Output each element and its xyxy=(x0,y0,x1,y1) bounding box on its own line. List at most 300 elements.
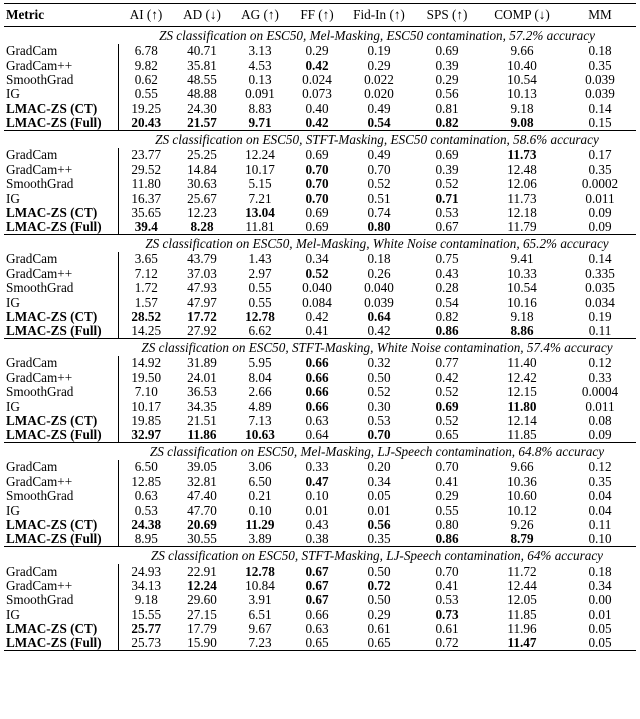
cell-ff: 0.65 xyxy=(290,636,344,651)
cell-mm: 0.05 xyxy=(588,621,612,637)
table-row xyxy=(4,564,636,578)
cell-ag: 7.13 xyxy=(248,413,272,428)
cell-ag: 3.13 xyxy=(248,44,272,59)
method-name: GradCam++ xyxy=(4,163,118,177)
cell-ad: 25.67 xyxy=(187,191,217,206)
cell-sps: 0.82 xyxy=(435,309,459,324)
cell-sps: 0.61 xyxy=(435,621,459,637)
table-row xyxy=(4,532,636,547)
cell-ff: 0.67 xyxy=(305,593,329,608)
cell-ai: 7.10 xyxy=(134,385,158,400)
cell-mm: 0.11 xyxy=(588,324,612,339)
cell-sps: 0.69 xyxy=(435,399,459,414)
cell-comp: 12.15 xyxy=(507,385,537,400)
table-row xyxy=(4,414,636,428)
cell-ag: 3.91 xyxy=(248,593,272,608)
method-name: LMAC-ZS (Full) xyxy=(4,428,118,443)
cell-fid-in: 0.50 xyxy=(367,564,391,579)
header-ag: AG (↑) xyxy=(230,4,290,27)
cell-ai: 6.50 xyxy=(134,460,158,475)
table-row xyxy=(4,622,636,636)
cell-ag: 2.66 xyxy=(248,385,272,400)
section-caption: ZS classification on ESC50, STFT-Masking, LJ-Speech contamination, 64% accuracy xyxy=(4,547,636,565)
cell-ff: 0.42 xyxy=(305,58,329,73)
cell-mm: 0.0004 xyxy=(581,385,619,400)
table-row xyxy=(4,148,636,162)
cell-fid-in: 0.20 xyxy=(367,460,391,475)
section-caption-row xyxy=(4,339,636,357)
cell-fid-in: 0.80 xyxy=(367,220,391,235)
cell-ad: 47.40 xyxy=(187,489,217,504)
table-row xyxy=(4,593,636,607)
table-row xyxy=(4,281,636,295)
cell-ai: 0.55 xyxy=(134,87,158,102)
cell-ad: 37.03 xyxy=(187,266,217,281)
cell-comp: 10.16 xyxy=(507,295,537,310)
cell-fid-in: 0.50 xyxy=(367,370,391,385)
cell-comp: 11.80 xyxy=(507,399,537,414)
cell-ad: 29.60 xyxy=(187,593,217,608)
cell-comp: 11.79 xyxy=(507,220,537,235)
table-row xyxy=(4,163,636,177)
method-name: GradCam xyxy=(4,356,118,370)
table-row xyxy=(4,44,636,58)
header-ad: AD (↓) xyxy=(174,4,230,27)
cell-ff: 0.42 xyxy=(305,309,329,324)
cell-ad: 12.23 xyxy=(187,205,217,220)
cell-sps: 0.39 xyxy=(435,58,459,73)
cell-fid-in: 0.30 xyxy=(367,399,391,414)
cell-ai: 1.57 xyxy=(134,295,158,310)
cell-ff: 0.66 xyxy=(305,385,329,400)
method-name: LMAC-ZS (CT) xyxy=(4,102,118,116)
method-name: GradCam xyxy=(4,564,118,578)
cell-ad: 35.81 xyxy=(187,58,217,73)
cell-comp: 11.73 xyxy=(507,191,537,206)
cell-fid-in: 0.29 xyxy=(367,607,391,622)
cell-ag: 0.55 xyxy=(248,280,272,296)
cell-comp: 12.18 xyxy=(507,205,537,220)
cell-ai: 7.12 xyxy=(134,266,158,281)
table-row xyxy=(4,518,636,532)
cell-ad: 39.05 xyxy=(187,460,217,475)
table-row xyxy=(4,177,636,191)
header-row xyxy=(4,4,636,27)
cell-comp: 8.86 xyxy=(510,324,534,339)
table-row xyxy=(4,206,636,220)
cell-comp: 11.72 xyxy=(507,564,537,579)
cell-ai: 19.85 xyxy=(131,413,162,428)
cell-ai: 29.52 xyxy=(131,162,162,177)
cell-ai: 16.37 xyxy=(131,191,162,206)
cell-ai: 20.43 xyxy=(131,116,162,131)
cell-comp: 9.18 xyxy=(510,101,534,116)
cell-sps: 0.70 xyxy=(435,564,459,579)
cell-ff: 0.10 xyxy=(305,489,329,504)
cell-ad: 43.79 xyxy=(187,252,217,267)
cell-ad: 31.89 xyxy=(187,356,217,371)
method-name: LMAC-ZS (CT) xyxy=(4,206,118,220)
cell-mm: 0.039 xyxy=(585,72,615,88)
cell-ff: 0.040 xyxy=(302,280,332,296)
method-name: LMAC-ZS (CT) xyxy=(4,414,118,428)
cell-mm: 0.12 xyxy=(588,460,612,475)
cell-sps: 0.77 xyxy=(435,356,459,371)
cell-comp: 9.18 xyxy=(510,309,534,324)
cell-ag: 6.51 xyxy=(248,607,272,622)
section-caption-row xyxy=(4,443,636,461)
cell-ff: 0.33 xyxy=(305,460,329,475)
metrics-table xyxy=(4,3,636,651)
cell-sps: 0.52 xyxy=(435,413,459,428)
method-name: LMAC-ZS (Full) xyxy=(4,532,118,547)
table-row xyxy=(4,295,636,309)
cell-sps: 0.53 xyxy=(435,593,459,608)
method-name: IG xyxy=(4,503,118,517)
cell-ai: 0.63 xyxy=(134,489,158,504)
table-row xyxy=(4,87,636,101)
method-name: LMAC-ZS (CT) xyxy=(4,518,118,532)
cell-ad: 27.15 xyxy=(187,607,217,622)
cell-ff: 0.38 xyxy=(305,532,329,547)
cell-ad: 17.72 xyxy=(187,309,217,324)
section-caption-row xyxy=(4,131,636,149)
cell-sps: 0.52 xyxy=(435,385,459,400)
cell-ad: 12.24 xyxy=(187,578,217,593)
method-name: SmoothGrad xyxy=(4,73,118,87)
header-comp: COMP (↓) xyxy=(480,4,564,27)
cell-mm: 0.09 xyxy=(588,428,612,443)
cell-ag: 7.23 xyxy=(230,636,290,651)
cell-ad: 21.57 xyxy=(187,116,217,131)
cell-mm: 0.35 xyxy=(588,474,612,489)
cell-ag: 6.62 xyxy=(248,324,272,339)
cell-ff: 0.34 xyxy=(305,252,329,267)
cell-mm: 0.17 xyxy=(588,148,612,163)
table-row xyxy=(4,503,636,517)
cell-ai: 11.80 xyxy=(131,176,161,192)
table-row xyxy=(4,636,636,651)
cell-sps: 0.42 xyxy=(435,370,459,385)
cell-sps: 0.43 xyxy=(435,266,459,281)
cell-mm: 0.10 xyxy=(588,532,612,547)
cell-ad: 25.25 xyxy=(187,148,217,163)
cell-sps: 0.81 xyxy=(435,101,459,116)
cell-mm: 0.14 xyxy=(588,101,612,116)
cell-fid-in: 0.50 xyxy=(367,593,391,608)
cell-sps: 0.73 xyxy=(435,607,459,622)
method-name: GradCam xyxy=(4,460,118,474)
cell-mm: 0.35 xyxy=(588,58,612,73)
section-caption: ZS classification on ESC50, Mel-Masking, LJ-Speech contamination, 64.8% accuracy xyxy=(4,443,636,461)
cell-fid-in: 0.64 xyxy=(367,309,391,324)
cell-sps: 0.41 xyxy=(435,578,459,593)
method-name: IG xyxy=(4,191,118,205)
cell-sps: 0.72 xyxy=(414,636,480,651)
table-row xyxy=(4,220,636,235)
cell-fid-in: 0.74 xyxy=(367,205,391,220)
cell-ag: 4.89 xyxy=(248,399,272,414)
cell-ad: 8.28 xyxy=(190,220,214,235)
cell-mm: 0.035 xyxy=(585,280,615,296)
cell-fid-in: 0.020 xyxy=(364,87,394,102)
method-name: LMAC-ZS (CT) xyxy=(4,622,118,636)
cell-comp: 11.73 xyxy=(507,148,537,163)
cell-sps: 0.53 xyxy=(435,205,459,220)
header-metric: Metric xyxy=(4,4,118,27)
table-row xyxy=(4,73,636,87)
cell-ai: 10.17 xyxy=(131,399,162,414)
table-row xyxy=(4,356,636,370)
cell-ag: 8.04 xyxy=(248,370,272,385)
cell-ff: 0.41 xyxy=(305,324,329,339)
cell-comp: 10.54 xyxy=(507,72,537,88)
cell-ag: 6.50 xyxy=(248,474,272,489)
cell-comp: 10.33 xyxy=(507,266,537,281)
table-row xyxy=(4,489,636,503)
method-name: SmoothGrad xyxy=(4,489,118,503)
cell-comp: 11.85 xyxy=(507,428,537,443)
table-row xyxy=(4,385,636,399)
section-caption: ZS classification on ESC50, STFT-Masking, White Noise contamination, 57.4% accuracy xyxy=(4,339,636,357)
method-name: GradCam++ xyxy=(4,267,118,281)
cell-ff: 0.67 xyxy=(305,564,329,579)
cell-fid-in: 0.51 xyxy=(367,191,391,206)
cell-fid-in: 0.70 xyxy=(367,428,391,443)
cell-sps: 0.56 xyxy=(435,87,459,102)
table-row xyxy=(4,579,636,593)
cell-ff: 0.64 xyxy=(305,428,329,443)
cell-ad: 24.30 xyxy=(187,101,217,116)
cell-mm: 0.33 xyxy=(588,370,612,385)
cell-comp: 12.06 xyxy=(507,176,537,192)
table-row xyxy=(4,324,636,339)
cell-ad: 34.35 xyxy=(187,399,217,414)
cell-ag: 8.83 xyxy=(248,101,272,116)
cell-ag: 3.89 xyxy=(248,532,272,547)
cell-fid-in: 0.52 xyxy=(367,385,391,400)
method-name: SmoothGrad xyxy=(4,593,118,607)
cell-mm: 0.0002 xyxy=(581,176,619,192)
cell-mm: 0.011 xyxy=(585,191,615,206)
cell-comp: 10.36 xyxy=(507,474,537,489)
cell-comp: 11.96 xyxy=(507,621,537,637)
cell-comp: 11.40 xyxy=(507,356,537,371)
cell-fid-in: 0.35 xyxy=(367,532,391,547)
cell-comp: 12.48 xyxy=(507,162,537,177)
header-mm: MM xyxy=(564,4,636,27)
cell-ag: 5.95 xyxy=(248,356,272,371)
table-row xyxy=(4,310,636,324)
header-sps: SPS (↑) xyxy=(414,4,480,27)
cell-ag: 10.63 xyxy=(245,428,275,443)
cell-ai: 1.72 xyxy=(134,280,158,296)
cell-ag: 13.04 xyxy=(245,205,275,220)
cell-ff: 0.67 xyxy=(305,578,329,593)
method-name: LMAC-ZS (Full) xyxy=(4,220,118,235)
cell-fid-in: 0.49 xyxy=(367,101,391,116)
cell-ag: 12.24 xyxy=(245,148,275,163)
cell-ad: 47.70 xyxy=(187,503,217,518)
cell-ff: 0.66 xyxy=(305,370,329,385)
table-row xyxy=(4,116,636,131)
method-name: SmoothGrad xyxy=(4,385,118,399)
section-caption-row xyxy=(4,27,636,45)
cell-sps: 0.67 xyxy=(435,220,459,235)
cell-ai: 14.25 xyxy=(131,324,162,339)
cell-ag: 4.53 xyxy=(248,58,272,73)
cell-ag: 10.84 xyxy=(245,578,275,593)
section-caption: ZS classification on ESC50, Mel-Masking, ESC50 contamination, 57.2% accuracy xyxy=(159,27,595,43)
table-body xyxy=(4,27,636,651)
method-name: IG xyxy=(4,399,118,413)
cell-ad: 36.53 xyxy=(187,385,217,400)
cell-fid-in: 0.32 xyxy=(367,356,391,371)
cell-ad: 17.79 xyxy=(187,621,217,637)
cell-ai: 15.55 xyxy=(131,607,162,622)
cell-ai: 8.95 xyxy=(134,532,158,547)
cell-ff: 0.69 xyxy=(305,148,329,163)
cell-ag: 12.78 xyxy=(245,564,275,579)
cell-ad: 15.90 xyxy=(174,636,230,651)
cell-ad: 30.55 xyxy=(187,532,217,547)
cell-comp: 11.47 xyxy=(480,636,564,651)
header-ff: FF (↑) xyxy=(290,4,344,27)
cell-fid-in: 0.65 xyxy=(344,636,414,651)
cell-ag: 7.21 xyxy=(248,191,272,206)
cell-sps: 0.70 xyxy=(435,460,459,475)
cell-ag: 2.97 xyxy=(248,266,272,281)
cell-ad: 40.71 xyxy=(187,44,217,59)
cell-ff: 0.01 xyxy=(305,503,329,518)
cell-mm: 0.01 xyxy=(588,607,612,622)
cell-ad: 32.81 xyxy=(187,474,217,489)
method-name: GradCam xyxy=(4,148,118,162)
method-name: GradCam++ xyxy=(4,579,118,593)
method-name: LMAC-ZS (Full) xyxy=(4,324,118,339)
cell-sps: 0.71 xyxy=(435,191,459,206)
table-row xyxy=(4,608,636,622)
section-caption: ZS classification on ESC50, Mel-Masking, White Noise contamination, 65.2% accuracy xyxy=(4,235,636,253)
cell-ad: 14.84 xyxy=(187,162,217,177)
cell-mm: 0.011 xyxy=(585,399,615,414)
cell-ai: 24.93 xyxy=(131,564,162,579)
cell-ai: 9.18 xyxy=(134,593,158,608)
cell-fid-in: 0.34 xyxy=(367,474,391,489)
cell-fid-in: 0.01 xyxy=(367,503,391,518)
cell-ai: 28.52 xyxy=(131,309,162,324)
header-fid-in: Fid-In (↑) xyxy=(344,4,414,27)
cell-comp: 9.08 xyxy=(510,116,534,131)
table-row xyxy=(4,191,636,205)
cell-ff: 0.66 xyxy=(305,607,329,622)
cell-ai: 35.65 xyxy=(131,205,162,220)
cell-comp: 11.85 xyxy=(507,607,537,622)
table-row xyxy=(4,460,636,474)
cell-sps: 0.69 xyxy=(435,44,459,59)
cell-ad: 21.51 xyxy=(187,413,217,428)
cell-fid-in: 0.05 xyxy=(367,489,391,504)
cell-ff: 0.69 xyxy=(305,205,329,220)
cell-ad: 24.01 xyxy=(187,370,217,385)
cell-ag: 9.67 xyxy=(248,621,272,637)
cell-ad: 47.93 xyxy=(187,280,217,296)
cell-sps: 0.28 xyxy=(435,280,459,296)
method-name: SmoothGrad xyxy=(4,281,118,295)
method-name: IG xyxy=(4,295,118,309)
cell-ad: 30.63 xyxy=(187,176,217,192)
cell-ai: 24.38 xyxy=(131,517,162,533)
cell-comp: 9.66 xyxy=(510,44,534,59)
cell-mm: 0.00 xyxy=(588,593,612,608)
section-caption: ZS classification on ESC50, STFT-Masking, ESC50 contamination, 58.6% accuracy xyxy=(4,131,636,149)
cell-ai: 25.77 xyxy=(131,621,162,637)
table-row xyxy=(4,58,636,72)
table-row xyxy=(4,102,636,116)
cell-mm: 0.04 xyxy=(588,489,612,504)
cell-ai: 9.82 xyxy=(134,58,158,73)
cell-ff: 0.69 xyxy=(305,220,329,235)
method-name: LMAC-ZS (Full) xyxy=(4,636,118,651)
cell-mm: 0.08 xyxy=(588,413,612,428)
cell-mm: 0.09 xyxy=(588,205,612,220)
table-row xyxy=(4,399,636,413)
method-name: IG xyxy=(4,87,118,101)
header-ai: AI (↑) xyxy=(118,4,174,27)
cell-ff: 0.70 xyxy=(305,162,329,177)
cell-fid-in: 0.49 xyxy=(367,148,391,163)
cell-ai: 3.65 xyxy=(134,252,158,267)
cell-mm: 0.19 xyxy=(588,309,612,324)
cell-ff: 0.66 xyxy=(305,356,329,371)
table-row xyxy=(4,252,636,266)
cell-comp: 12.44 xyxy=(507,578,537,593)
cell-mm: 0.18 xyxy=(588,564,612,579)
cell-ag: 0.091 xyxy=(245,87,275,102)
cell-comp: 9.66 xyxy=(510,460,534,475)
cell-mm: 0.14 xyxy=(588,252,612,267)
cell-fid-in: 0.29 xyxy=(367,58,391,73)
cell-comp: 10.54 xyxy=(507,280,537,296)
cell-ai: 34.13 xyxy=(131,578,162,593)
table-row xyxy=(4,371,636,385)
cell-ag: 0.10 xyxy=(248,503,272,518)
method-name: GradCam xyxy=(4,44,118,58)
cell-fid-in: 0.70 xyxy=(367,162,391,177)
cell-sps: 0.82 xyxy=(435,116,459,131)
cell-comp: 9.26 xyxy=(510,517,534,533)
method-name: SmoothGrad xyxy=(4,177,118,191)
cell-ff: 0.084 xyxy=(302,295,332,310)
cell-ff: 0.40 xyxy=(305,101,329,116)
cell-ff: 0.70 xyxy=(305,176,329,192)
cell-mm: 0.18 xyxy=(588,44,612,59)
cell-ai: 0.53 xyxy=(134,503,158,518)
cell-fid-in: 0.54 xyxy=(367,116,391,131)
method-name: GradCam xyxy=(4,252,118,266)
method-name: GradCam++ xyxy=(4,371,118,385)
table-row xyxy=(4,428,636,443)
cell-fid-in: 0.56 xyxy=(367,517,391,533)
cell-sps: 0.75 xyxy=(435,252,459,267)
cell-ag: 10.17 xyxy=(245,162,275,177)
cell-fid-in: 0.19 xyxy=(367,44,391,59)
cell-ai: 25.73 xyxy=(118,636,174,651)
cell-ag: 0.55 xyxy=(248,295,272,310)
method-name: LMAC-ZS (CT) xyxy=(4,310,118,324)
cell-comp: 10.60 xyxy=(507,489,537,504)
cell-ad: 22.91 xyxy=(187,564,217,579)
